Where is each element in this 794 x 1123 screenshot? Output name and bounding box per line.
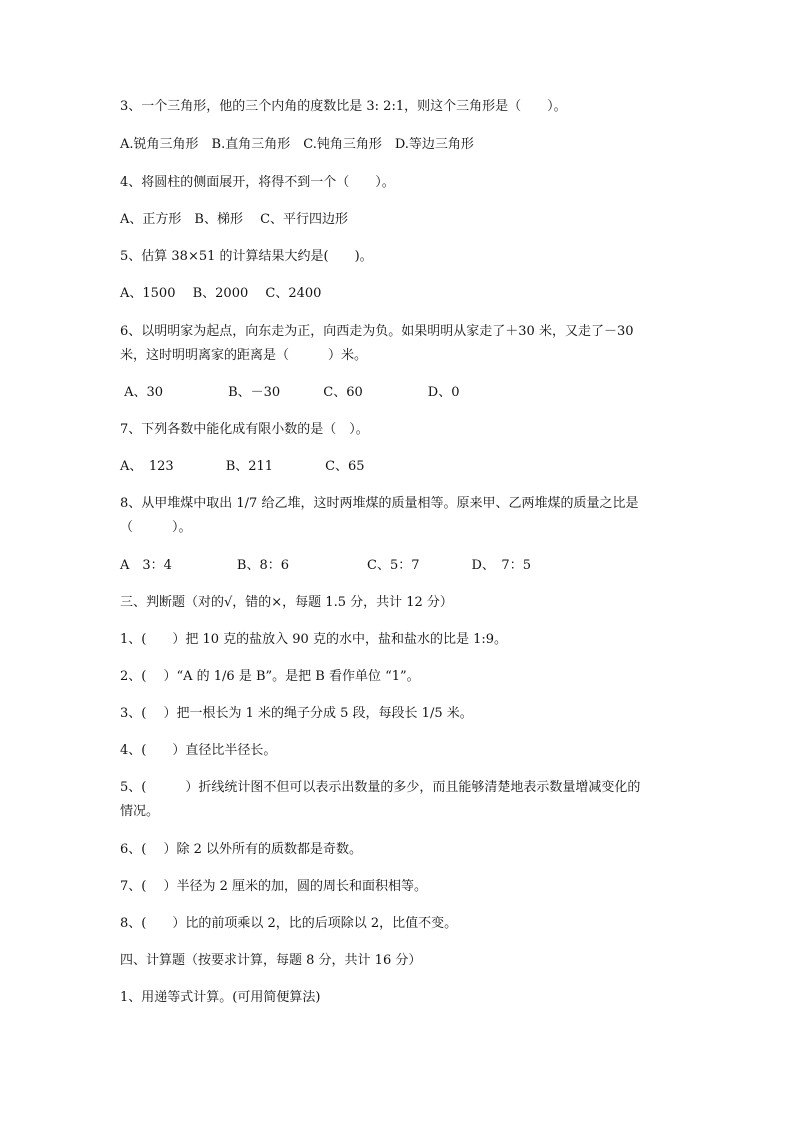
question-8-options: A 3：4 B、8：6 C、5：7 D、 7：5 [120, 558, 531, 573]
section-4-title: 四、计算题（按要求计算，每题 8 分，共计 16 分） [120, 953, 422, 968]
question-7: 7、下列各数中能化成有限小数的是（ ）。 [120, 422, 369, 437]
section-3-title: 三、判断题（对的√，错的×，每题 1.5 分，共计 12 分） [120, 595, 453, 610]
judge-8: 8、( ）比的前项乘以 2，比的后项除以 2，比值不变。 [120, 916, 458, 931]
judge-1: 1、( ）把 10 克的盐放入 90 克的水中，盐和盐水的比是 1:9。 [120, 632, 508, 647]
question-8-line-2: （ ）。 [120, 520, 192, 535]
judge-3: 3、( ）把一根长为 1 米的绳子分成 5 段，每段长 1/5 米。 [120, 706, 473, 721]
judge-5-line-2: 情况。 [120, 804, 160, 819]
question-4: 4、将圆柱的侧面展开，将得不到一个（ ）。 [120, 175, 395, 190]
question-6-line-1: 6、以明明家为起点，向东走为正，向西走为负。如果明明从家走了＋30 米，又走了－30 [120, 324, 634, 339]
question-6-options: A、30 B、－30 C、60 D、0 [120, 385, 460, 400]
question-6-line-2: 米，这时明明离家的距离是（ ）米。 [120, 348, 368, 363]
question-7-options: A、 123 B、211 C、65 [120, 459, 365, 474]
judge-4: 4、( ）直径比半径长。 [120, 743, 277, 758]
judge-6: 6、( ）除 2 以外所有的质数都是奇数。 [120, 842, 363, 857]
calc-1: 1、用递等式计算。(可用简便算法) [120, 990, 321, 1005]
question-5: 5、估算 38×51 的计算结果大约是( )。 [120, 249, 373, 264]
question-5-options: A、1500 B、2000 C、2400 [120, 286, 322, 301]
judge-5-line-1: 5、( ）折线统计图不但可以表示出数量的多少，而且能够清楚地表示数量增减变化的 [120, 780, 641, 795]
question-8-line-1: 8、从甲堆煤中取出 1/7 给乙堆，这时两堆煤的质量相等。原来甲、乙两堆煤的质量之比是 [120, 496, 639, 511]
question-4-options: A、正方形 B、梯形 C、平行四边形 [120, 212, 349, 227]
question-3: 3、一个三角形，他的三个内角的度数比是 3: 2:1，则这个三角形是（ ）。 [120, 99, 567, 114]
judge-7: 7、( ）半径为 2 厘米的加，圆的周长和面积相等。 [120, 879, 428, 894]
question-3-options: A.锐角三角形 B.直角三角形 C.钝角三角形 D.等边三角形 [120, 137, 474, 152]
judge-2: 2、( ）“A 的 1/6 是 B”。是把 B 看作单位 “1”。 [120, 669, 420, 684]
